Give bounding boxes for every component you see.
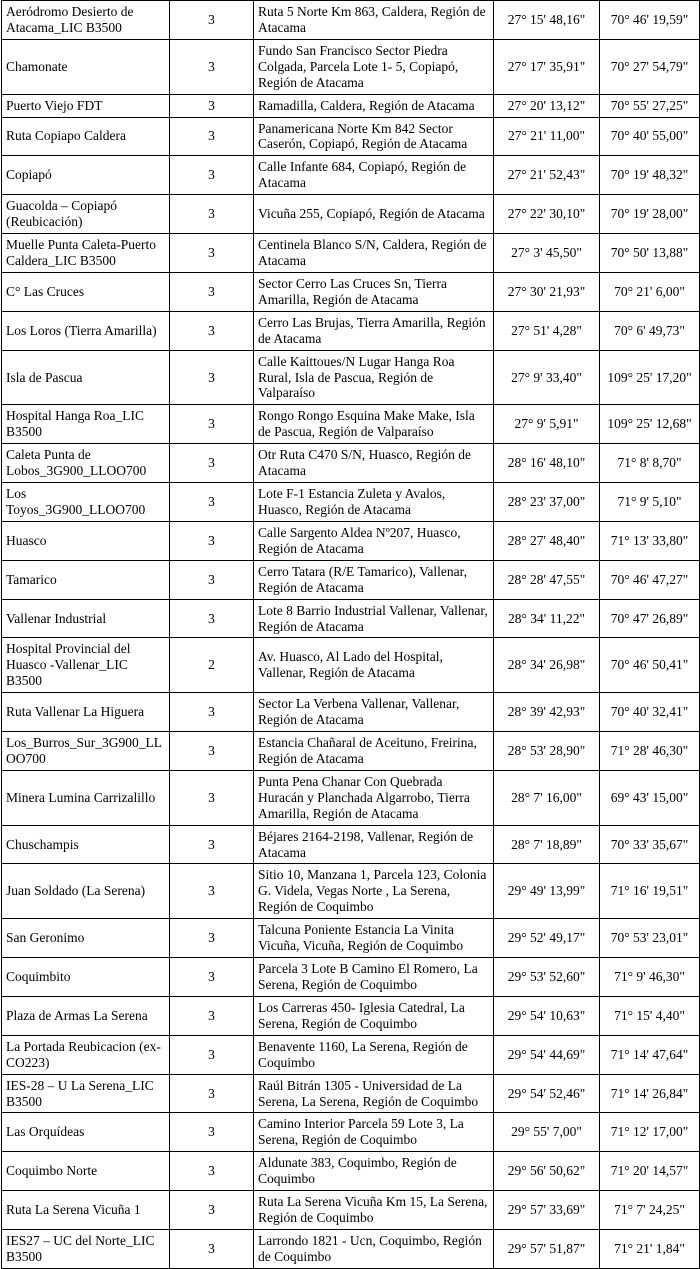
site-longitude: 70° 33' 35,67" [600, 825, 700, 864]
table-row [2, 234, 700, 273]
table-row [2, 770, 700, 825]
site-longitude: 70° 53' 23,01" [600, 919, 700, 958]
site-latitude: 27° 9' 5,91" [494, 405, 600, 444]
site-count: 3 [170, 195, 254, 234]
site-longitude: 71° 14' 26,84" [600, 1074, 700, 1113]
site-name: IES27 – UC del Norte_LIC B3500 [2, 1230, 170, 1269]
table-row [2, 560, 700, 599]
site-longitude: 71° 7' 24,25" [600, 1191, 700, 1230]
site-name: Plaza de Armas La Serena [2, 996, 170, 1035]
site-count: 3 [170, 94, 254, 117]
site-latitude: 27° 9' 33,40" [494, 350, 600, 405]
site-longitude: 70° 40' 55,00" [600, 117, 700, 156]
site-name: Ruta Vallenar La Higuera [2, 693, 170, 732]
site-name: Las Orquídeas [2, 1113, 170, 1152]
site-longitude: 71° 9' 46,30" [600, 958, 700, 997]
table-row [2, 117, 700, 156]
table-row [2, 638, 700, 693]
site-address: Calle Infante 684, Copiapó, Región de Atacama [254, 156, 494, 195]
site-longitude: 71° 9' 5,10" [600, 483, 700, 522]
site-name: Hospital Hanga Roa_LIC B3500 [2, 405, 170, 444]
site-address: Béjares 2164-2198, Vallenar, Región de Atacama [254, 825, 494, 864]
site-name: Ruta La Serena Vicuña 1 [2, 1191, 170, 1230]
table-row [2, 39, 700, 94]
site-name: Juan Soldado (La Serena) [2, 864, 170, 919]
table-row [2, 958, 700, 997]
site-longitude: 70° 19' 28,00" [600, 195, 700, 234]
site-address: Panamericana Norte Km 842 Sector Caserón, Copiapó, Región de Atacama [254, 117, 494, 156]
table-row [2, 1035, 700, 1074]
site-count: 3 [170, 732, 254, 771]
site-address: Talcuna Poniente Estancia La Vinita Vicuña, Vicuña, Región de Coquimbo [254, 919, 494, 958]
table-row [2, 1113, 700, 1152]
site-name: Caleta Punta de Lobos_3G900_LLOO700 [2, 444, 170, 483]
site-longitude: 70° 47' 26,89" [600, 599, 700, 638]
site-name: La Portada Reubicacion (ex-CO223) [2, 1035, 170, 1074]
table-row [2, 599, 700, 638]
site-name: Ruta Copiapo Caldera [2, 117, 170, 156]
site-longitude: 71° 12' 17,00" [600, 1113, 700, 1152]
table-row [2, 825, 700, 864]
site-longitude: 70° 6' 49,73" [600, 311, 700, 350]
site-address: Ramadilla, Caldera, Región de Atacama [254, 94, 494, 117]
table-row [2, 996, 700, 1035]
site-address: Raúl Bitrán 1305 - Universidad de La Serena, La Serena, Región de Coquimbo [254, 1074, 494, 1113]
site-latitude: 27° 17' 35,91" [494, 39, 600, 94]
sites-table [1, 0, 700, 1269]
site-name: Hospital Provincial del Huasco -Vallenar_LIC B3500 [2, 638, 170, 693]
site-name: Los Loros (Tierra Amarilla) [2, 311, 170, 350]
site-latitude: 29° 57' 51,87" [494, 1230, 600, 1269]
table-row [2, 864, 700, 919]
site-count: 3 [170, 599, 254, 638]
site-address: Aldunate 383, Coquimbo, Región de Coquimbo [254, 1152, 494, 1191]
site-address: Centinela Blanco S/N, Caldera, Región de Atacama [254, 234, 494, 273]
site-address: Ruta La Serena Vicuña Km 15, La Serena, Región de Coquimbo [254, 1191, 494, 1230]
site-address: Vicuña 255, Copiapó, Región de Atacama [254, 195, 494, 234]
table-row [2, 444, 700, 483]
site-latitude: 29° 56' 50,62" [494, 1152, 600, 1191]
site-name: Isla de Pascua [2, 350, 170, 405]
site-name: Puerto Viejo FDT [2, 94, 170, 117]
site-address: Lote F-1 Estancia Zuleta y Avalos, Huasco, Región de Atacama [254, 483, 494, 522]
site-address: Lote 8 Barrio Industrial Vallenar, Vallenar, Región de Atacama [254, 599, 494, 638]
site-name: Chuschampis [2, 825, 170, 864]
site-count: 3 [170, 864, 254, 919]
site-count: 3 [170, 117, 254, 156]
table-row [2, 94, 700, 117]
site-longitude: 71° 15' 4,40" [600, 996, 700, 1035]
site-count: 3 [170, 693, 254, 732]
site-count: 2 [170, 638, 254, 693]
site-address: Sector La Verbena Vallenar, Vallenar, Región de Atacama [254, 693, 494, 732]
site-count: 3 [170, 483, 254, 522]
table-row [2, 1074, 700, 1113]
site-count: 3 [170, 521, 254, 560]
site-address: Ruta 5 Norte Km 863, Caldera, Región de Atacama [254, 1, 494, 40]
table-row [2, 483, 700, 522]
site-longitude: 70° 40' 32,41" [600, 693, 700, 732]
site-count: 3 [170, 444, 254, 483]
table-row [2, 1230, 700, 1269]
site-longitude: 70° 27' 54,79" [600, 39, 700, 94]
site-longitude: 70° 19' 48,32" [600, 156, 700, 195]
site-count: 3 [170, 1191, 254, 1230]
site-address: Av. Huasco, Al Lado del Hospital, Vallenar, Región de Atacama [254, 638, 494, 693]
site-count: 3 [170, 1152, 254, 1191]
table-row [2, 272, 700, 311]
site-count: 3 [170, 958, 254, 997]
site-count: 3 [170, 560, 254, 599]
site-latitude: 27° 51' 4,28" [494, 311, 600, 350]
site-name: IES-28 – U La Serena_LIC B3500 [2, 1074, 170, 1113]
site-latitude: 29° 54' 44,69" [494, 1035, 600, 1074]
site-longitude: 70° 21' 6,00" [600, 272, 700, 311]
site-longitude: 71° 8' 8,70" [600, 444, 700, 483]
table-row [2, 693, 700, 732]
site-longitude: 71° 28' 46,30" [600, 732, 700, 771]
site-address: Estancia Chañaral de Aceituno, Freirina, Región de Atacama [254, 732, 494, 771]
site-address: Rongo Rongo Esquina Make Make, Isla de Pascua, Región de Valparaíso [254, 405, 494, 444]
site-count: 3 [170, 1113, 254, 1152]
site-count: 3 [170, 825, 254, 864]
site-address: Calle Kaittoues/N Lugar Hanga Roa Rural, Isla de Pascua, Región de Valparaíso [254, 350, 494, 405]
site-name: Los Toyos_3G900_LLOO700 [2, 483, 170, 522]
site-latitude: 28° 34' 11,22" [494, 599, 600, 638]
site-name: Tamarico [2, 560, 170, 599]
site-latitude: 28° 28' 47,55" [494, 560, 600, 599]
site-longitude: 71° 21' 1,84" [600, 1230, 700, 1269]
site-name: Muelle Punta Caleta-Puerto Caldera_LIC B3500 [2, 234, 170, 273]
site-address: Otr Ruta C470 S/N, Huasco, Región de Atacama [254, 444, 494, 483]
table-row [2, 919, 700, 958]
table-row [2, 311, 700, 350]
site-address: Sector Cerro Las Cruces Sn, Tierra Amarilla, Región de Atacama [254, 272, 494, 311]
site-longitude: 109° 25' 12,68" [600, 405, 700, 444]
site-count: 3 [170, 770, 254, 825]
site-name: Coquimbito [2, 958, 170, 997]
site-count: 3 [170, 1, 254, 40]
site-address: Benavente 1160, La Serena, Región de Coquimbo [254, 1035, 494, 1074]
table-row [2, 405, 700, 444]
site-address: Punta Pena Chanar Con Quebrada Huracán y Planchada Algarrobo, Tierra Amarilla, Región de Atacama [254, 770, 494, 825]
site-count: 3 [170, 234, 254, 273]
site-latitude: 28° 34' 26,98" [494, 638, 600, 693]
site-name: Los_Burros_Sur_3G900_LLOO700 [2, 732, 170, 771]
site-longitude: 71° 14' 47,64" [600, 1035, 700, 1074]
site-longitude: 71° 20' 14,57" [600, 1152, 700, 1191]
site-latitude: 27° 15' 48,16" [494, 1, 600, 40]
site-name: Vallenar Industrial [2, 599, 170, 638]
site-longitude: 70° 50' 13,88" [600, 234, 700, 273]
site-name: C° Las Cruces [2, 272, 170, 311]
site-latitude: 27° 21' 52,43" [494, 156, 600, 195]
site-longitude: 109° 25' 17,20" [600, 350, 700, 405]
site-latitude: 27° 21' 11,00" [494, 117, 600, 156]
site-longitude: 70° 46' 47,27" [600, 560, 700, 599]
site-latitude: 27° 20' 13,12" [494, 94, 600, 117]
table-row [2, 1, 700, 40]
site-name: Minera Lumina Carrizalillo [2, 770, 170, 825]
site-latitude: 28° 53' 28,90" [494, 732, 600, 771]
site-latitude: 29° 54' 52,46" [494, 1074, 600, 1113]
table-row [2, 521, 700, 560]
site-count: 3 [170, 1230, 254, 1269]
table-row [2, 350, 700, 405]
site-count: 3 [170, 919, 254, 958]
site-latitude: 28° 7' 16,00" [494, 770, 600, 825]
site-name: Chamonate [2, 39, 170, 94]
site-latitude: 28° 16' 48,10" [494, 444, 600, 483]
site-latitude: 28° 27' 48,40" [494, 521, 600, 560]
site-latitude: 29° 49' 13,99" [494, 864, 600, 919]
site-name: Copiapó [2, 156, 170, 195]
site-name: Huasco [2, 521, 170, 560]
site-longitude: 69° 43' 15,00" [600, 770, 700, 825]
site-name: San Geronimo [2, 919, 170, 958]
site-latitude: 28° 39' 42,93" [494, 693, 600, 732]
site-latitude: 28° 7' 18,89" [494, 825, 600, 864]
site-latitude: 27° 30' 21,93" [494, 272, 600, 311]
table-row [2, 1191, 700, 1230]
site-count: 3 [170, 405, 254, 444]
site-count: 3 [170, 1035, 254, 1074]
site-count: 3 [170, 996, 254, 1035]
site-address: Calle Sargento Aldea Nº207, Huasco, Región de Atacama [254, 521, 494, 560]
table-row [2, 732, 700, 771]
site-latitude: 27° 3' 45,50" [494, 234, 600, 273]
site-longitude: 70° 46' 50,41" [600, 638, 700, 693]
site-count: 3 [170, 350, 254, 405]
site-address: Cerro Tatara (R/E Tamarico), Vallenar, Región de Atacama [254, 560, 494, 599]
site-latitude: 29° 52' 49,17" [494, 919, 600, 958]
site-name: Aeródromo Desierto de Atacama_LIC B3500 [2, 1, 170, 40]
table-row [2, 195, 700, 234]
site-address: Sitio 10, Manzana 1, Parcela 123, Colonia G. Videla, Vegas Norte , La Serena, Región de Coquimbo [254, 864, 494, 919]
site-count: 3 [170, 311, 254, 350]
site-latitude: 29° 55' 7,00" [494, 1113, 600, 1152]
site-address: Fundo San Francisco Sector Piedra Colgada, Parcela Lote 1- 5, Copiapó, Región de Atacama [254, 39, 494, 94]
table-row [2, 1152, 700, 1191]
site-latitude: 27° 22' 30,10" [494, 195, 600, 234]
site-address: Los Carreras 450- Iglesia Catedral, La Serena, Región de Coquimbo [254, 996, 494, 1035]
site-address: Camino Interior Parcela 59 Lote 3, La Serena, Región de Coquimbo [254, 1113, 494, 1152]
site-count: 3 [170, 156, 254, 195]
site-latitude: 29° 57' 33,69" [494, 1191, 600, 1230]
site-count: 3 [170, 39, 254, 94]
site-address: Parcela 3 Lote B Camino El Romero, La Serena, Región de Coquimbo [254, 958, 494, 997]
site-name: Guacolda – Copiapó (Reubicación) [2, 195, 170, 234]
site-latitude: 28° 23' 37,00" [494, 483, 600, 522]
site-longitude: 71° 16' 19,51" [600, 864, 700, 919]
site-address: Cerro Las Brujas, Tierra Amarilla, Región de Atacama [254, 311, 494, 350]
site-latitude: 29° 54' 10,63" [494, 996, 600, 1035]
site-count: 3 [170, 1074, 254, 1113]
site-longitude: 71° 13' 33,80" [600, 521, 700, 560]
site-count: 3 [170, 272, 254, 311]
site-name: Coquimbo Norte [2, 1152, 170, 1191]
table-row [2, 156, 700, 195]
site-longitude: 70° 55' 27,25" [600, 94, 700, 117]
site-address: Larrondo 1821 - Ucn, Coquimbo, Región de Coquimbo [254, 1230, 494, 1269]
site-latitude: 29° 53' 52,60" [494, 958, 600, 997]
site-longitude: 70° 46' 19,59" [600, 1, 700, 40]
